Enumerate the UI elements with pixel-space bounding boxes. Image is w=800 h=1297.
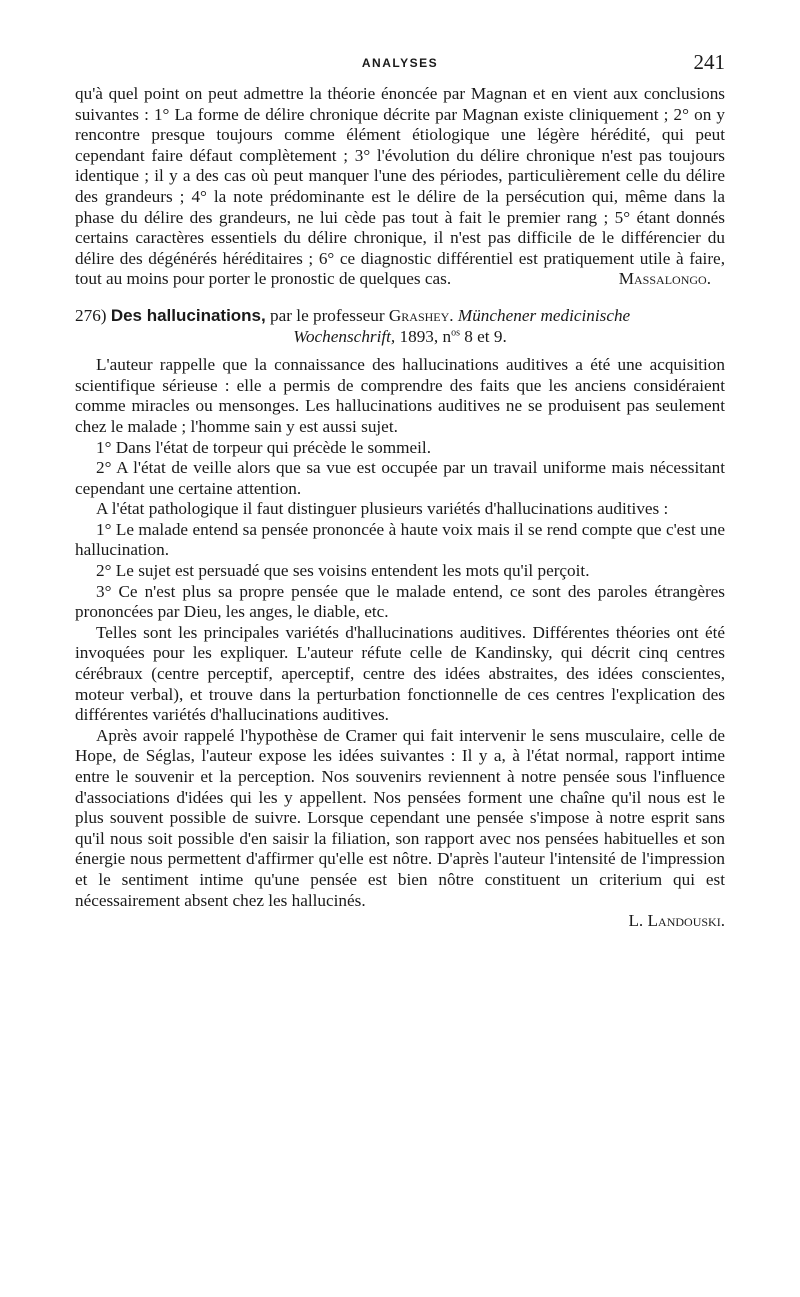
article-paragraph: 1° Le malade entend sa pensée prononcée à haute voix mais il se rend compte que c'est une hallucination. — [75, 519, 725, 560]
article-paragraph: 3° Ce n'est plus sa propre pensée que le malade entend, ce sont des paroles étrangères prononcées par Dieu, les anges, le diable, etc. — [75, 581, 725, 622]
article-paragraph: 1° Dans l'état de torpeur qui précède le sommeil. — [96, 437, 431, 457]
previous-review-text: qu'à quel point on peut admettre la théorie énoncée par Magnan et en vient aux conclusions suivantes : 1° La forme de délire chronique décrite par Magnan existe cliniquement ; 2° on y rencontre presque toujours comme élément étiologique une légère hérédité, qui peut cependant faire défaut complètement ; 3° l'évolution du délire chronique n'est pas toujours identique ; il y a des cas où peut manquer l'une des périodes, particulièrement celle du délire des grandeurs ; 4° la note prédominante est le délire de la persécution qui, même dans la phase du délire des grandeurs, ne lui cède pas tout à fait le premier rang ; 5° étant donnés certains caractères essentiels du délire chronique, il n'est pas difficile de le différencier du délire des dégénérés héréditaires ; 6° ce diagnostic différentiel est pratiquement utile à faire, tout au moins pour porter le pronostic de quelques cas. — [75, 84, 725, 289]
article-paragraph: A l'état pathologique il faut distinguer plusieurs variétés d'hallucinations auditives : — [96, 499, 669, 519]
article-year: 1893, — [399, 326, 439, 346]
article-nos: 8 et 9. — [464, 326, 507, 346]
article-title: Des hallucinations, — [110, 305, 266, 325]
running-header — [75, 50, 725, 84]
running-title: ANALYSES — [361, 56, 439, 70]
article-nos-sup: os — [451, 326, 460, 338]
article-heading-line1 — [75, 306, 725, 327]
page-number: 241 — [693, 50, 725, 74]
article-number: 276) — [75, 305, 107, 325]
article-paragraph: 2° A l'état de veille alors que sa vue est occupée par un travail uniforme mais nécessitant cependant une certaine attention. — [75, 458, 725, 498]
previous-review-signature: Massalongo. — [618, 269, 711, 289]
page — [75, 50, 725, 932]
article-heading-line2 — [75, 327, 725, 348]
article-journal: Münchener medicinische — [457, 305, 631, 325]
article-signature: L. Landouski. — [628, 911, 725, 931]
article-nos-prefix: n — [442, 326, 452, 346]
article-paragraph: Telles sont les principales variétés d'hallucinations auditives. Différentes théories ont été invoquées pour les expliquer. L'auteur réfute celle de Kandinsky, qui décrit cinq centres cérébraux (centre perceptif, aperceptif, centre des idées abstraites, des idées conscientes, moteur verbal), et trouve dans la perturbation fonctionnelle de ces centres l'explication des différentes variétés d'hallucinations auditives. — [75, 622, 725, 725]
article-author: Grashey. — [388, 305, 454, 325]
article-by: par le professeur — [270, 305, 385, 325]
article-heading — [75, 306, 725, 347]
article-paragraph: Après avoir rappelé l'hypothèse de Cramer qui fait intervenir le sens musculaire, celle de Hope, de Séglas, l'auteur expose les idées suivantes : Il y a, à l'état normal, rapport intime entre le souvenir et la perception. Nos souvenirs reviennent à notre pensée sous l'influence d'associations d'idées qui les y appellent. Nos pensées forment une chaîne qu'il nous est le plus souvent possible de suivre. Lorsque cependant une pensée s'impose à notre esprit sans qu'il nous soit possible d'en saisir la filiation, son rapport avec nos pensées habituelles et son énergie nous permettent d'affirmer qu'elle est nôtre. D'après l'auteur l'intensité de l'impression et le sentiment intime qu'une pensée est bien nôtre constituent un criterium qui est nécessairement absent chez les hallucinés. — [75, 725, 725, 910]
article-journal-2: Wochenschrift, — [293, 326, 396, 346]
article-paragraph: L'auteur rappelle que la connaissance des hallucinations auditives a été une acquisition scientifique sérieuse : elle a permis de comprendre des faits que les anciens considéraient comme miracles ou mensonges. Les hallucinations auditives ne se produisent pas seulement chez le malade ; l'homme sain y est aussi sujet. — [75, 355, 725, 436]
article-paragraph: 2° Le sujet est persuadé que ses voisins entendent les mots qu'il perçoit. — [96, 561, 590, 581]
